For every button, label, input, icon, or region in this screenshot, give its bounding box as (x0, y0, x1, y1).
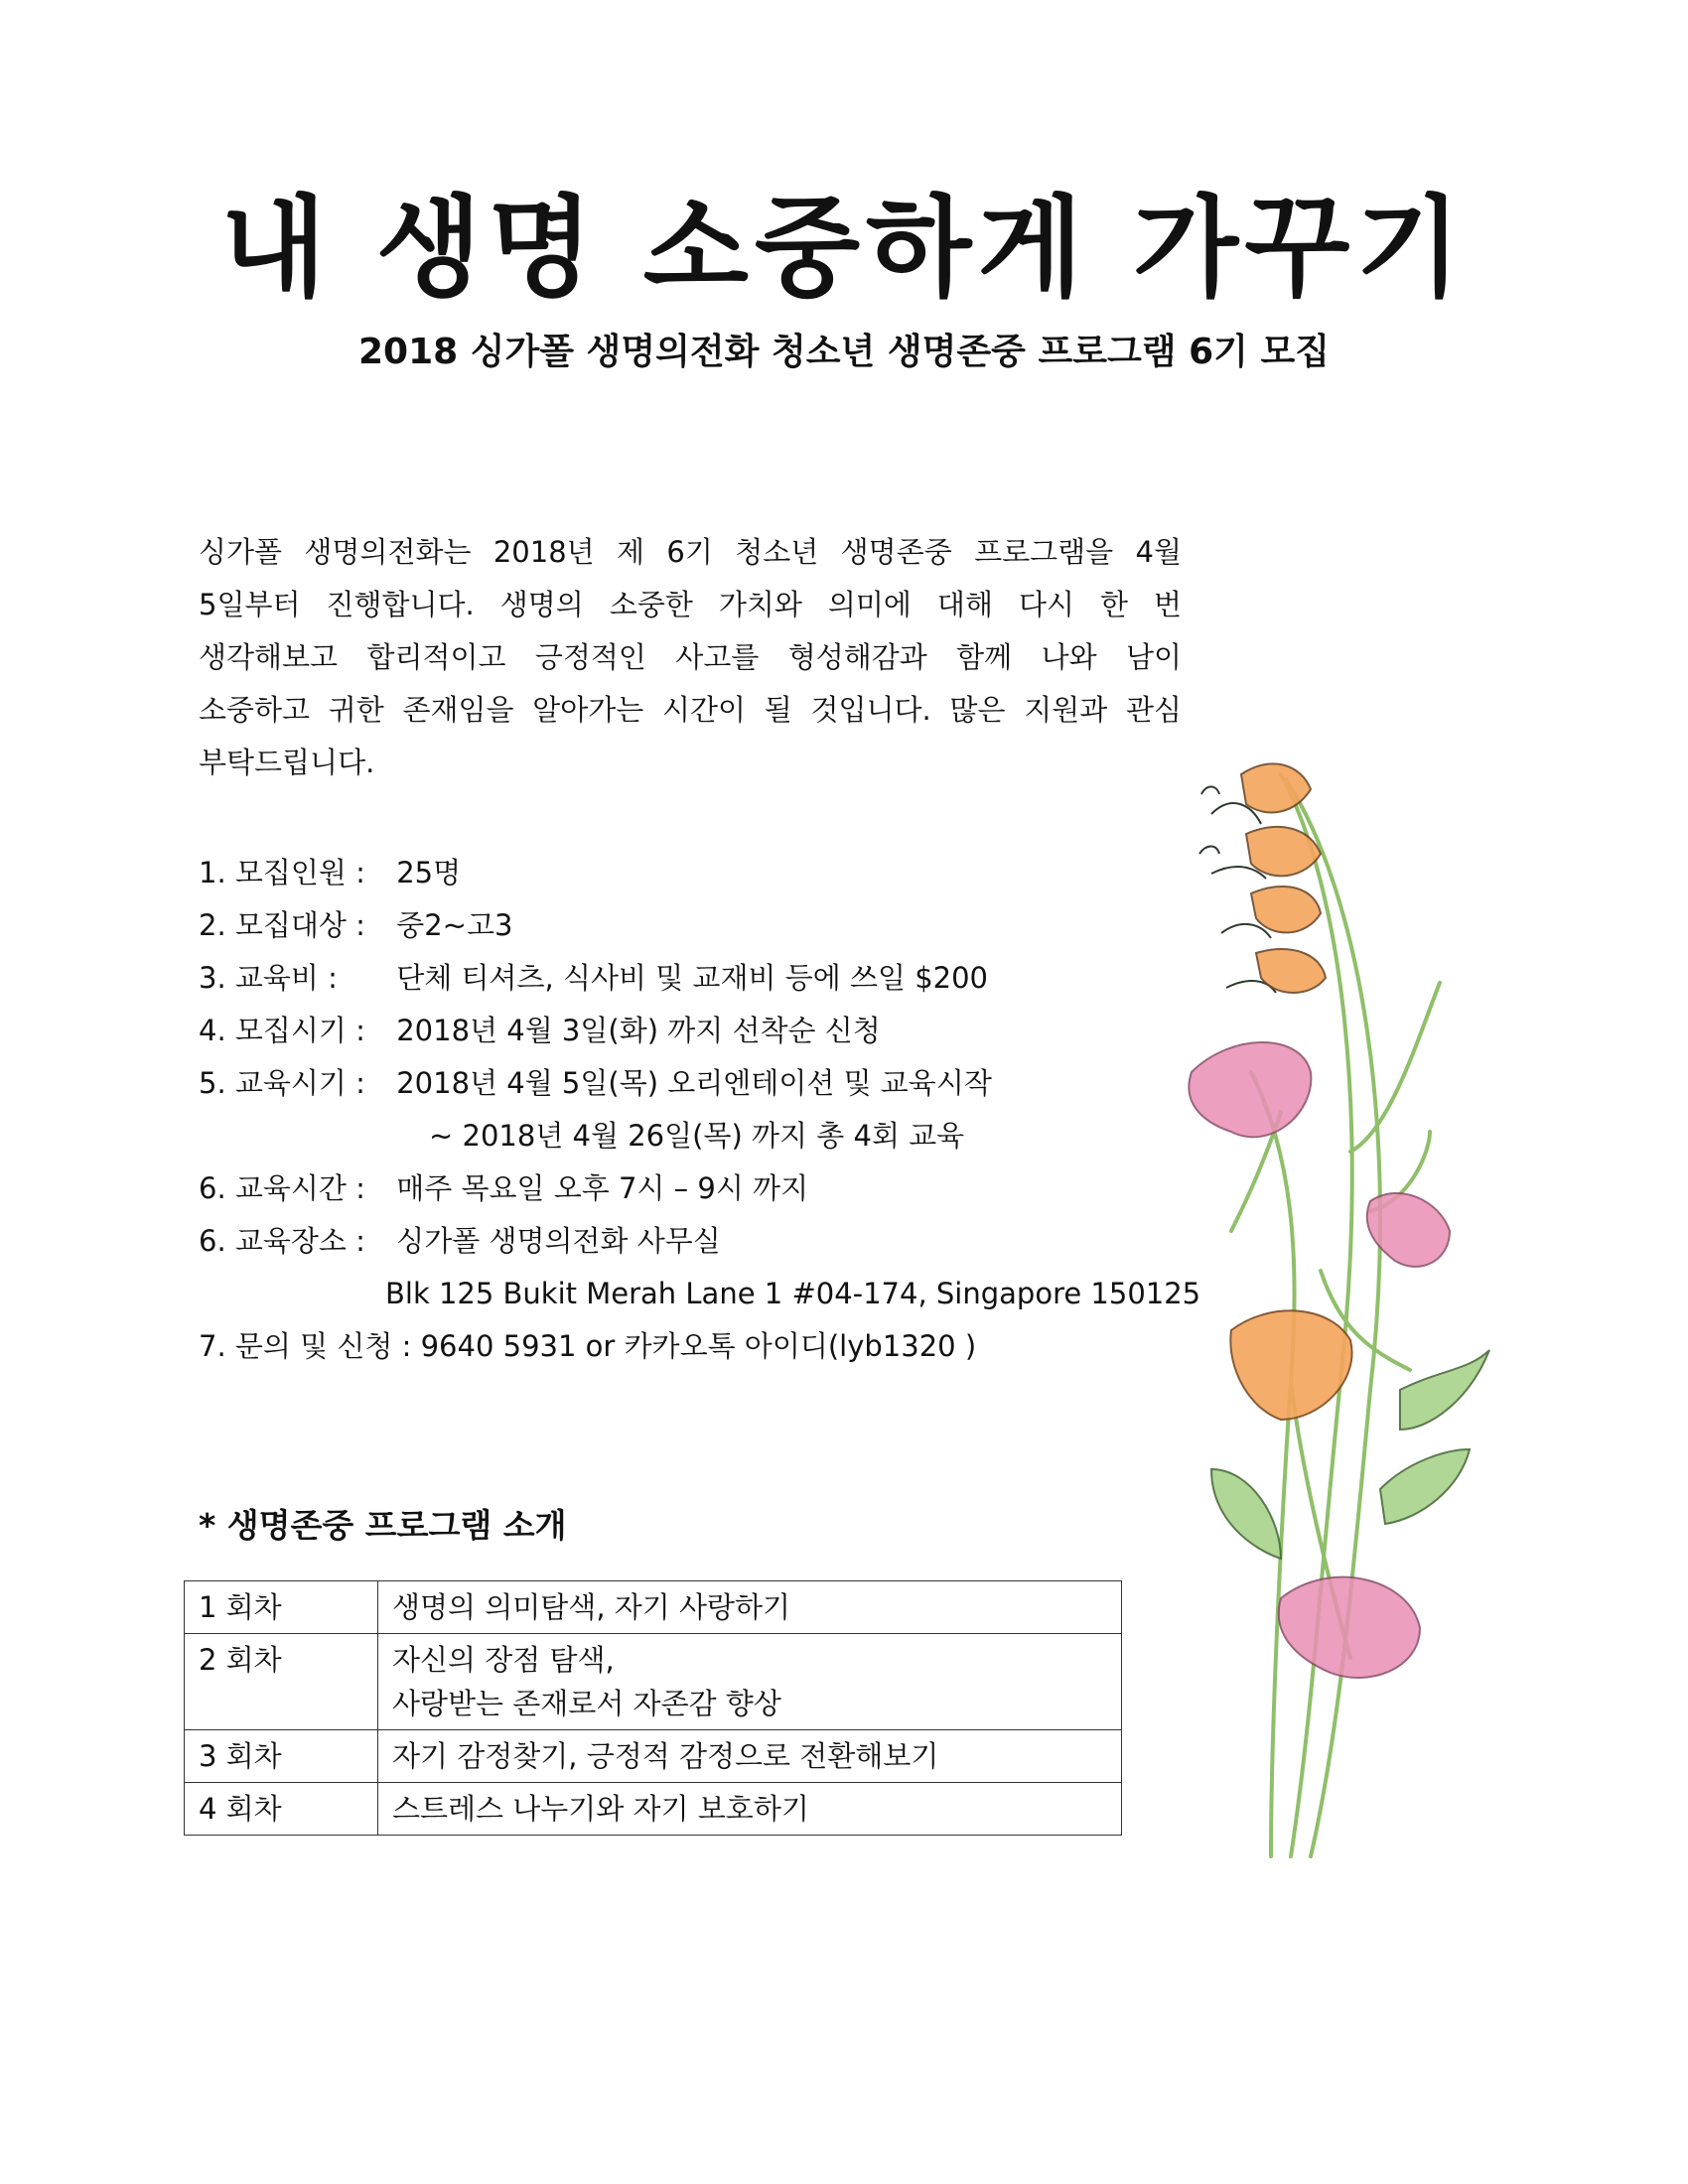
session-cell: 4 회차 (185, 1783, 378, 1836)
detail-label: 3. 교육비 : (199, 961, 338, 995)
flower-illustration (1172, 735, 1499, 1876)
detail-edu-time (199, 1162, 1192, 1215)
intro-line: 부탁드립니다. (199, 746, 375, 779)
table-row (185, 1730, 1122, 1783)
detail-fee (199, 952, 1192, 1005)
detail-value: 싱가폴 생명의전화 사무실 (396, 1224, 721, 1258)
detail-edu-period-end (199, 1110, 1192, 1162)
detail-value: 중2~고3 (396, 908, 513, 942)
detail-edu-place (199, 1215, 1192, 1268)
content-line: 자기 감정찾기, 긍정적 감정으로 전환해보기 (392, 1739, 939, 1773)
detail-value: 2018년 4월 5일(목) 오리엔테이션 및 교육시작 (396, 1066, 992, 1100)
detail-label: 5. 교육시기 : (199, 1066, 365, 1100)
page-subtitle: 2018 싱가폴 생명의전화 청소년 생명존중 프로그램 6기 모집 (357, 332, 1331, 372)
detail-value: 단체 티셔츠, 식사비 및 교재비 등에 쓰일 $200 (396, 961, 988, 995)
content-cell (378, 1783, 1122, 1836)
program-heading: * 생명존중 프로그램 소개 (199, 1506, 567, 1545)
session-cell: 3 회차 (185, 1730, 378, 1783)
page-title: 내 생명 소중하게 가꾸기 (220, 185, 1468, 312)
content-cell (378, 1581, 1122, 1634)
content-line: 스트레스 나누기와 자기 보호하기 (392, 1792, 809, 1826)
detail-label: 6. 교육시간 : (199, 1171, 365, 1205)
content-cell (378, 1634, 1122, 1730)
content-line: 사랑받는 존재로서 자존감 향상 (392, 1687, 781, 1720)
detail-value: 25명 (396, 856, 462, 889)
program-table (184, 1580, 1122, 1836)
detail-label: 4. 모집시기 : (199, 1014, 365, 1047)
intro-line: 소중하고 귀한 존재임을 알아가는 시간이 될 것입니다. 많은 지원과 관심 (199, 693, 1182, 727)
content-cell (378, 1730, 1122, 1783)
intro-line: 생각해보고 합리적이고 긍정적인 사고를 형성해감과 함께 나와 남이 (199, 640, 1182, 674)
table-row (185, 1581, 1122, 1634)
intro-line: 5일부터 진행합니다. 생명의 소중한 가치와 의미에 대해 다시 한 번 (199, 588, 1182, 621)
table-row (185, 1634, 1122, 1730)
details-list (199, 847, 1201, 1373)
detail-edu-place-address (199, 1268, 1201, 1320)
detail-value: Blk 125 Bukit Merah Lane 1 #04-174, Singapore 150125 (385, 1277, 1201, 1310)
content-line: 자신의 장점 탐색, (392, 1643, 615, 1677)
session-cell: 1 회차 (185, 1581, 378, 1634)
content-line: 생명의 의미탐색, 자기 사랑하기 (392, 1590, 791, 1624)
intro-paragraph (199, 526, 1182, 789)
detail-value: 9640 5931 or 카카오톡 아이디(lyb1320 ) (420, 1329, 977, 1363)
detail-value: 매주 목요일 오후 7시 – 9시 까지 (396, 1171, 809, 1205)
detail-label: 6. 교육장소 : (199, 1224, 365, 1258)
orange-poppy-flower (1230, 1310, 1351, 1420)
detail-edu-period (199, 1057, 1192, 1110)
detail-recruit-count (199, 847, 1192, 899)
table-row (185, 1783, 1122, 1836)
detail-label: 2. 모집대상 : (199, 908, 365, 942)
detail-recruit-target (199, 899, 1192, 952)
detail-value: ~ 2018년 4월 26일(목) 까지 총 4회 교육 (429, 1119, 965, 1153)
session-cell: 2 회차 (185, 1634, 378, 1730)
detail-recruit-period (199, 1005, 1192, 1057)
detail-value: 2018년 4월 3일(화) 까지 선착순 신청 (396, 1014, 881, 1047)
intro-line: 싱가폴 생명의전화는 2018년 제 6기 청소년 생명존중 프로그램을 4월 (199, 535, 1182, 569)
detail-contact (199, 1320, 1192, 1373)
detail-label: 7. 문의 및 신청 : (199, 1329, 412, 1363)
detail-label: 1. 모집인원 : (199, 856, 365, 889)
orange-bell-flowers (1241, 763, 1326, 993)
